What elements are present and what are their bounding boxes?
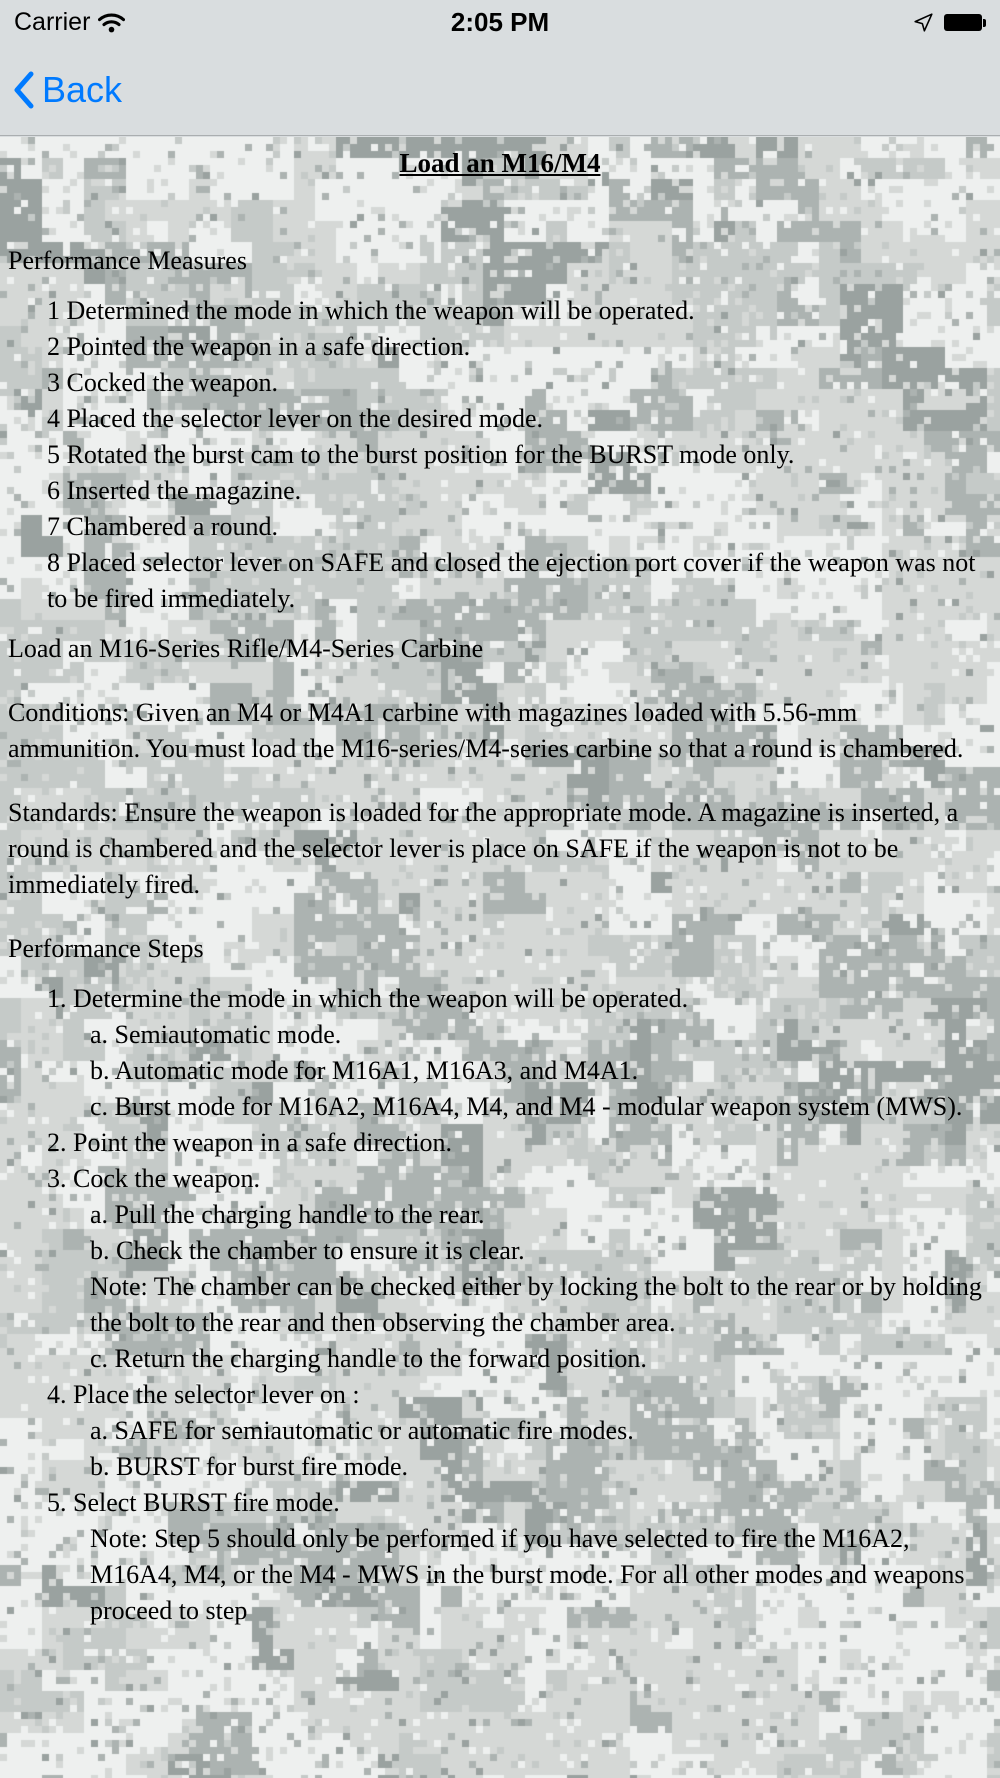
measure-item: 6 Inserted the magazine. [47, 476, 302, 505]
battery-level [944, 14, 982, 31]
battery-icon [944, 14, 986, 31]
performance-steps-heading: Performance Steps [8, 934, 204, 963]
step-line: a. SAFE for semiautomatic or automatic fire modes. [90, 1416, 634, 1445]
measure-item: 1 Determined the mode in which the weapon will be operated. [47, 296, 695, 325]
step-note: Note: Step 5 should only be performed if you have selected to fire the M16A2, M16A4, M4, or the M4 - MWS in the burst mode. For all other modes and weapons proceed to step [90, 1524, 965, 1625]
performance-steps-list [8, 981, 992, 1629]
measure-item: 2 Pointed the weapon in a safe direction. [47, 332, 471, 361]
step-line: 2. Point the weapon in a safe direction. [47, 1128, 453, 1157]
wifi-icon [98, 13, 125, 33]
back-button[interactable] [12, 70, 122, 110]
measure-item: 4 Placed the selector lever on the desired mode. [47, 404, 543, 433]
measure-item: 5 Rotated the burst cam to the burst position for the BURST mode only. [47, 440, 795, 469]
step-line: b. Automatic mode for M16A1, M16A3, and M4A1. [90, 1056, 639, 1085]
step-line: b. BURST for burst fire mode. [90, 1452, 408, 1481]
battery-tip [983, 19, 986, 27]
conditions-paragraph: Conditions: Given an M4 or M4A1 carbine with magazines loaded with 5.56-mm ammunition. You must load the M16-series/M4-series carbine so that a round is chambered. [8, 698, 964, 763]
step-line: 4. Place the selector lever on : [47, 1380, 360, 1409]
step-line: c. Burst mode for M16A2, M16A4, M4, and M4 - modular weapon system (MWS). [90, 1092, 963, 1121]
performance-measures-list [8, 293, 992, 617]
back-label: Back [42, 69, 123, 110]
measure-item: 7 Chambered a round. [47, 512, 279, 541]
document-view[interactable] [0, 137, 1000, 1778]
step-line: b. Check the chamber to ensure it is clear. [90, 1236, 525, 1265]
document-body [0, 137, 1000, 1629]
navigation-bar [0, 45, 1000, 136]
clock: 2:05 PM [450, 7, 550, 37]
measure-item: 8 Placed selector lever on SAFE and closed the ejection port cover if the weapon was not to be fired immediately. [47, 548, 976, 613]
step-note: Note: The chamber can be checked either by locking the bolt to the rear or by holding the bolt to the rear and then observing the chamber area. [90, 1272, 982, 1337]
step-line: a. Semiautomatic mode. [90, 1020, 342, 1049]
location-arrow-icon [913, 12, 934, 33]
step-line: 3. Cock the weapon. [47, 1164, 261, 1193]
measure-item: 3 Cocked the weapon. [47, 368, 279, 397]
chevron-left-icon [12, 70, 34, 110]
step-line: a. Pull the charging handle to the rear. [90, 1200, 485, 1229]
status-bar [0, 0, 1000, 45]
step-line: 1. Determine the mode in which the weapon will be operated. [47, 984, 689, 1013]
carrier-label: Carrier [14, 8, 91, 36]
step-line: c. Return the charging handle to the forward position. [90, 1344, 647, 1373]
load-heading: Load an M16-Series Rifle/M4-Series Carbine [8, 634, 484, 663]
standards-paragraph: Standards: Ensure the weapon is loaded for the appropriate mode. A magazine is inserted, a round is chambered and the selector lever is place on SAFE if the weapon is not to be immediately fired. [8, 798, 959, 899]
document-title: Load an M16/M4 [399, 148, 601, 178]
step-line: 5. Select BURST fire mode. [47, 1488, 340, 1517]
performance-measures-heading: Performance Measures [8, 246, 247, 275]
